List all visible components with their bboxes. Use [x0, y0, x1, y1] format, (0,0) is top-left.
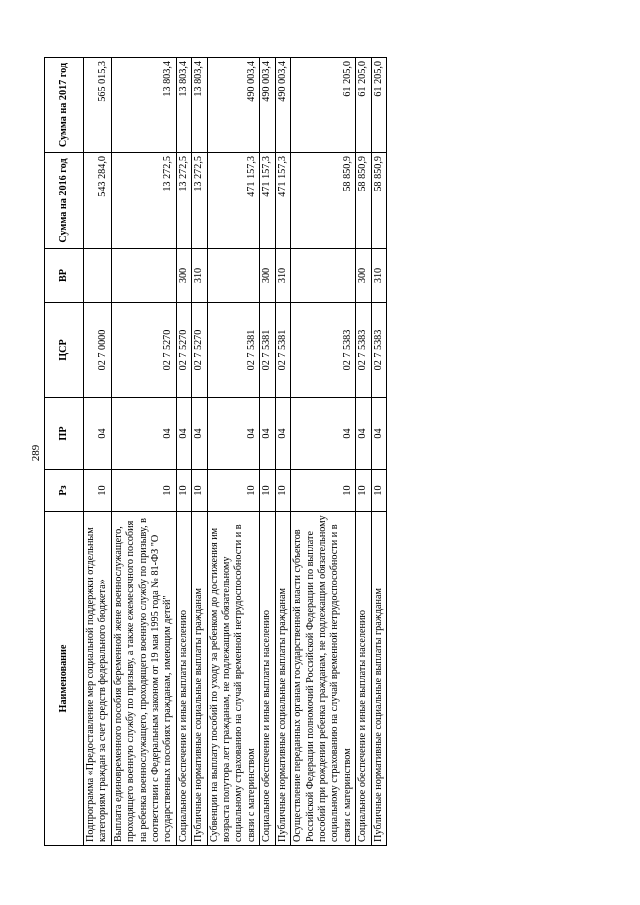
cell-sum-2016: 471 157,3 — [207, 153, 260, 249]
cell-sum-2016: 543 284,0 — [84, 153, 112, 249]
table-row — [291, 58, 356, 846]
cell-rz: 10 — [207, 470, 260, 512]
header-csr: ЦСР — [45, 303, 84, 398]
cell-vr: 310 — [192, 249, 207, 303]
cell-rz: 10 — [291, 470, 356, 512]
budget-table — [44, 57, 387, 846]
table-row — [207, 58, 260, 846]
cell-name: Осуществление переданных органам государственной власти субъектов Российской Федерации полномочий Российской Федерации по выплате пособий при рождении ребенка гражданам, не подлежащим обязательному социальному страхованию на случай временной нетрудоспособности и в связи с материнством — [291, 512, 356, 846]
cell-pr: 04 — [356, 398, 371, 470]
cell-vr — [111, 249, 176, 303]
cell-pr: 04 — [111, 398, 176, 470]
cell-name: Социальное обеспечение и иные выплаты населению — [260, 512, 275, 846]
cell-csr: 02 7 5270 — [192, 303, 207, 398]
cell-sum-2017: 13 803,4 — [192, 58, 207, 153]
cell-pr: 04 — [260, 398, 275, 470]
header-sum-2016: Сумма на 2016 год — [45, 153, 84, 249]
cell-rz: 10 — [260, 470, 275, 512]
cell-name: Социальное обеспечение и иные выплаты населению — [356, 512, 371, 846]
cell-csr: 02 7 5270 — [111, 303, 176, 398]
cell-sum-2016: 58 850,9 — [371, 153, 386, 249]
cell-sum-2017: 61 205,0 — [371, 58, 386, 153]
table-row — [111, 58, 176, 846]
table-row — [356, 58, 371, 846]
header-sum-2017: Сумма на 2017 год — [45, 58, 84, 153]
cell-sum-2017: 13 803,4 — [111, 58, 176, 153]
cell-csr: 02 7 5381 — [207, 303, 260, 398]
table-row — [84, 58, 112, 846]
table-header-row — [45, 58, 84, 846]
cell-pr: 04 — [176, 398, 191, 470]
table-row — [192, 58, 207, 846]
cell-vr: 300 — [260, 249, 275, 303]
cell-pr: 04 — [192, 398, 207, 470]
cell-sum-2016: 471 157,3 — [260, 153, 275, 249]
cell-rz: 10 — [275, 470, 290, 512]
cell-sum-2017: 13 803,4 — [176, 58, 191, 153]
cell-pr: 04 — [275, 398, 290, 470]
cell-pr: 04 — [371, 398, 386, 470]
cell-vr: 300 — [356, 249, 371, 303]
cell-pr: 04 — [84, 398, 112, 470]
table-row — [371, 58, 386, 846]
budget-table-wrapper — [44, 58, 476, 846]
cell-csr: 02 7 0000 — [84, 303, 112, 398]
cell-name: Подпрограмма «Предоставление мер социальной поддержки отдельным категориям граждан за счет средств федерального бюджета» — [84, 512, 112, 846]
cell-vr: 300 — [176, 249, 191, 303]
cell-csr: 02 7 5383 — [356, 303, 371, 398]
cell-name: Публичные нормативные социальные выплаты гражданам — [275, 512, 290, 846]
cell-name: Субвенции на выплату пособий по уходу за ребенком до достижения им возраста полутора лет гражданам, не подлежащим обязательному социальному страхованию на случай временной нетрудоспособности и в связи с материнством — [207, 512, 260, 846]
cell-name: Публичные нормативные социальные выплаты гражданам — [371, 512, 386, 846]
cell-sum-2016: 58 850,9 — [356, 153, 371, 249]
cell-sum-2017: 61 205,0 — [291, 58, 356, 153]
cell-rz: 10 — [371, 470, 386, 512]
cell-vr — [84, 249, 112, 303]
cell-csr: 02 7 5381 — [275, 303, 290, 398]
table-row — [176, 58, 191, 846]
cell-vr: 310 — [275, 249, 290, 303]
cell-sum-2016: 13 272,5 — [192, 153, 207, 249]
cell-rz: 10 — [192, 470, 207, 512]
cell-sum-2017: 490 003,4 — [275, 58, 290, 153]
cell-sum-2016: 13 272,5 — [176, 153, 191, 249]
cell-name: Выплата единовременного пособия беременной жене военнослужащего, проходящего военную службу по призыву, а также ежемесячного пособия на ребенка военнослужащего, проходящего военную службу по призыву, в соответствии с Федеральным законом от 19 мая 1995 года № 81-ФЗ "О государственных пособиях гражданам, имеющим детей" — [111, 512, 176, 846]
cell-sum-2016: 58 850,9 — [291, 153, 356, 249]
cell-sum-2017: 490 003,4 — [207, 58, 260, 153]
header-pr: ПР — [45, 398, 84, 470]
cell-name: Социальное обеспечение и иные выплаты населению — [176, 512, 191, 846]
cell-name: Публичные нормативные социальные выплаты гражданам — [192, 512, 207, 846]
cell-rz: 10 — [111, 470, 176, 512]
cell-pr: 04 — [207, 398, 260, 470]
page-number: 289 — [30, 444, 42, 462]
cell-vr: 310 — [371, 249, 386, 303]
cell-sum-2017: 490 003,4 — [260, 58, 275, 153]
cell-sum-2017: 61 205,0 — [356, 58, 371, 153]
cell-csr: 02 7 5383 — [291, 303, 356, 398]
cell-sum-2017: 565 015,3 — [84, 58, 112, 153]
header-vr: ВР — [45, 249, 84, 303]
cell-csr: 02 7 5270 — [176, 303, 191, 398]
table-row — [275, 58, 290, 846]
cell-sum-2016: 13 272,5 — [111, 153, 176, 249]
cell-rz: 10 — [176, 470, 191, 512]
cell-vr — [291, 249, 356, 303]
header-rz: Рз — [45, 470, 84, 512]
cell-pr: 04 — [291, 398, 356, 470]
table-row — [260, 58, 275, 846]
cell-rz: 10 — [84, 470, 112, 512]
cell-vr — [207, 249, 260, 303]
cell-sum-2016: 471 157,3 — [275, 153, 290, 249]
cell-csr: 02 7 5383 — [371, 303, 386, 398]
cell-rz: 10 — [356, 470, 371, 512]
header-name: Наименование — [45, 512, 84, 846]
cell-csr: 02 7 5381 — [260, 303, 275, 398]
